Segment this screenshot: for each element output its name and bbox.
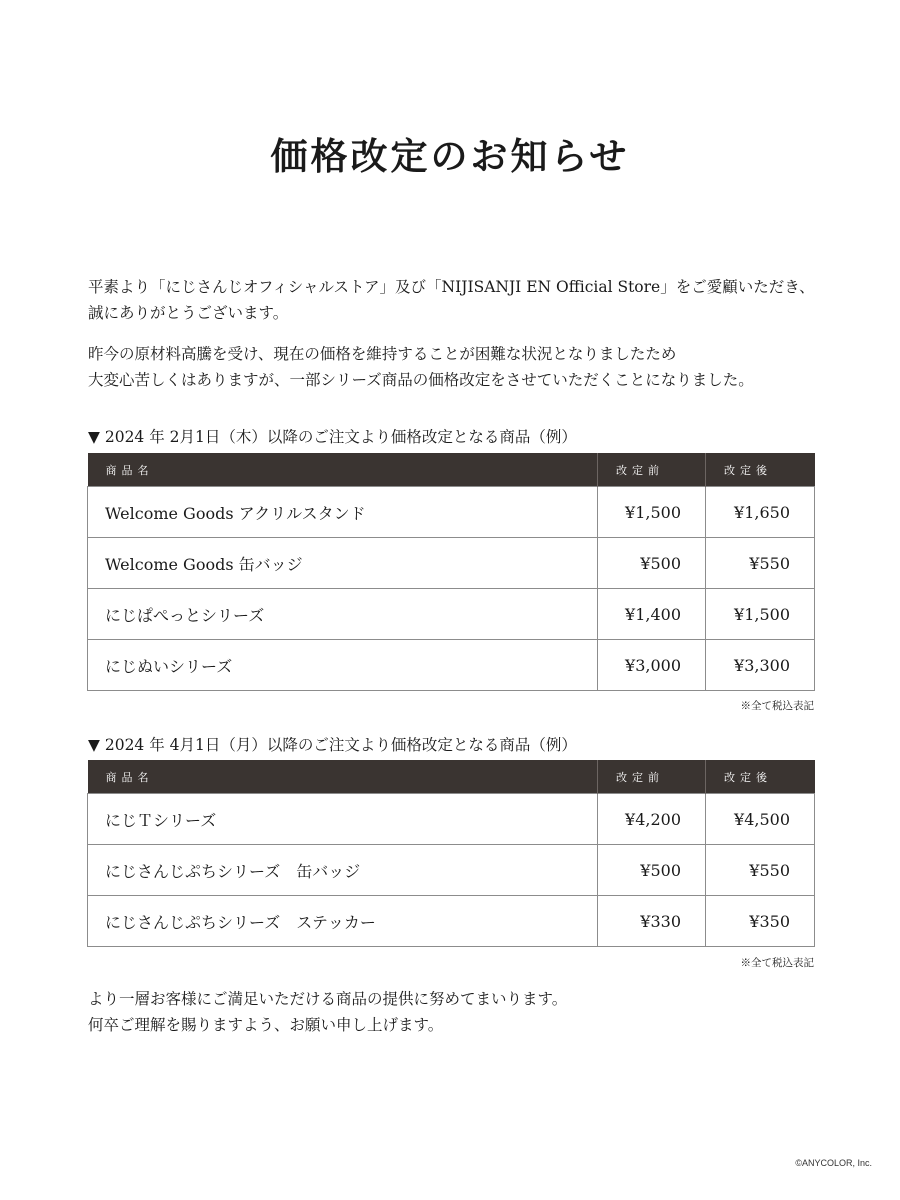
price-table-feb [87,453,815,691]
price-before: ¥500 [598,845,706,896]
header-price-before: 改定前 [598,453,706,487]
reason-paragraph [88,341,828,393]
header-price-after: 改定後 [706,760,815,794]
section-heading-feb: ▼ 2024 年 2月1日（木）以降のご注文より価格改定となる商品（例） [88,428,577,446]
table-row [88,487,815,538]
product-name: にじぱぺっとシリーズ [88,589,598,640]
table-header-row [88,760,815,794]
product-name: Welcome Goods 缶バッジ [88,538,598,589]
product-name: にじＴシリーズ [88,794,598,845]
table-row [88,640,815,691]
product-name: にじぬいシリーズ [88,640,598,691]
table-row [88,845,815,896]
product-name: Welcome Goods アクリルスタンド [88,487,598,538]
intro-line: 平素より「にじさんじオフィシャルストア」及び「NIJISANJI EN Official Store」をご愛顧いただき、 [88,278,815,296]
header-product-name: 商品名 [88,760,598,794]
price-before: ¥500 [598,538,706,589]
price-after: ¥550 [706,845,815,896]
header-product-name: 商品名 [88,453,598,487]
intro-paragraph [88,274,828,326]
closing-line: より一層お客様にご満足いただける商品の提供に努めてまいります。 [88,990,568,1008]
table-row [88,589,815,640]
closing-line: 何卒ご理解を賜りますよう、お願い申し上げます。 [88,1016,444,1034]
price-after: ¥1,500 [706,589,815,640]
tax-note: ※全て税込表記 [740,957,814,969]
price-table-apr [87,760,815,947]
closing-paragraph [88,986,828,1038]
page-title: 価格改定のお知らせ [270,134,630,178]
price-before: ¥1,500 [598,487,706,538]
tax-note: ※全て税込表記 [740,700,814,712]
price-before: ¥3,000 [598,640,706,691]
price-before: ¥4,200 [598,794,706,845]
table-row [88,896,815,947]
header-price-before: 改定前 [598,760,706,794]
product-name: にじさんじぷちシリーズ 缶バッジ [88,845,598,896]
reason-line: 昨今の原材料高騰を受け、現在の価格を維持することが困難な状況となりましたため [88,345,677,363]
reason-line: 大変心苦しくはありますが、一部シリーズ商品の価格改定をさせていただくことになりました。 [88,371,754,389]
price-after: ¥550 [706,538,815,589]
product-name: にじさんじぷちシリーズ ステッカー [88,896,598,947]
price-after: ¥350 [706,896,815,947]
price-after: ¥1,650 [706,487,815,538]
table-row [88,538,815,589]
price-before: ¥1,400 [598,589,706,640]
price-after: ¥4,500 [706,794,815,845]
section-heading-apr: ▼ 2024 年 4月1日（月）以降のご注文より価格改定となる商品（例） [88,736,577,754]
header-price-after: 改定後 [706,453,815,487]
intro-line: 誠にありがとうございます。 [88,304,289,322]
copyright: ©ANYCOLOR, Inc. [795,1158,872,1168]
table-header-row [88,453,815,487]
price-before: ¥330 [598,896,706,947]
table-row [88,794,815,845]
price-after: ¥3,300 [706,640,815,691]
